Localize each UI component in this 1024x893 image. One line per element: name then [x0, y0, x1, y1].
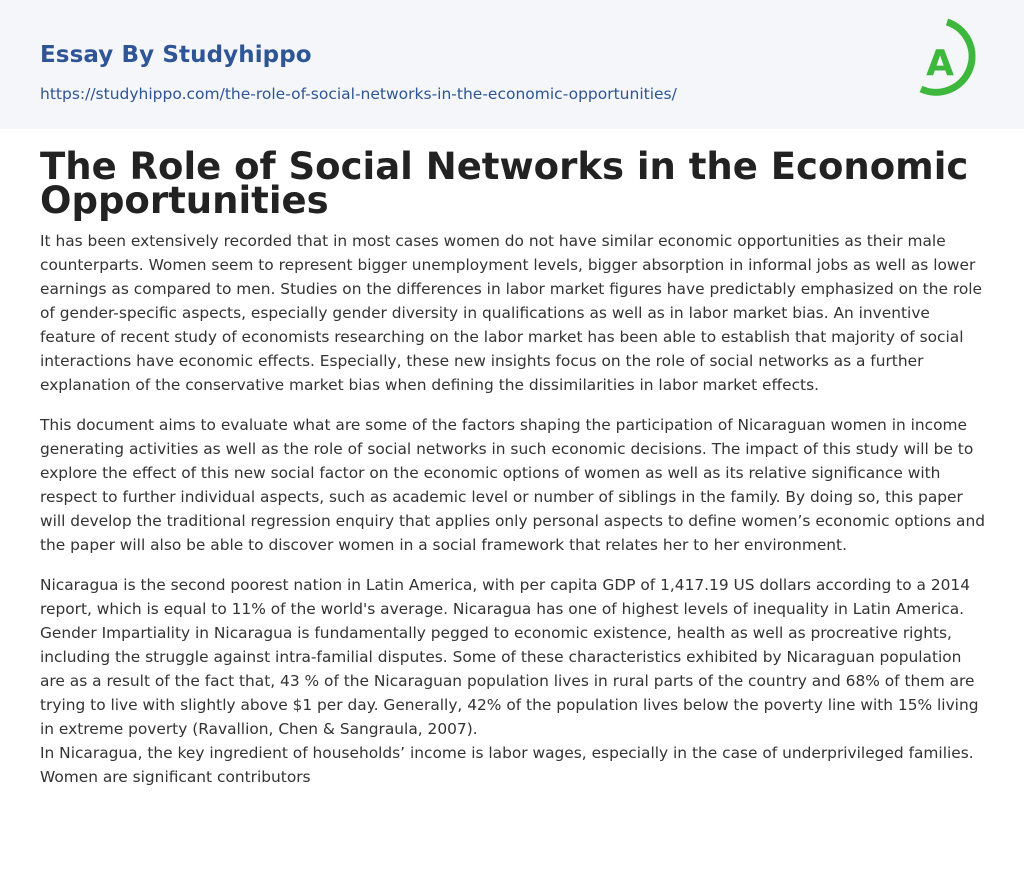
brand-title[interactable]: Essay By Studyhippo — [40, 42, 312, 68]
source-url-link[interactable]: https://studyhippo.com/the-role-of-social-networks-in-the-economic-opportunities/ — [40, 85, 677, 103]
essay-paragraph: Nicaragua is the second poorest nation in Latin America, with per capita GDP of 1,417.19 US dollars according to a 2014 report, which is equal to 11% of the world's average. Nicaragua has one of highest levels of inequality in Latin America. Gender Impartiality in Nicaragua is fundamentally pegged to economic existence, health as well as procreative rights, including the struggle against intra-familial disputes. Some of these characteristics exhibited by Nicaraguan population are as a result of the fact that, 43 % of the Nicaraguan population lives in rural parts of the country and 68% of them are trying to live with slightly above $1 per day. Generally, 42% of the population lives below the poverty line with 15% living in extreme poverty (Ravallion, Chen & Sangraula, 2007). — [40, 576, 979, 738]
essay-title: The Role of Social Networks in the Economic Opportunities — [40, 145, 969, 222]
essay-body — [40, 229, 990, 805]
logo-letter: A — [926, 43, 954, 84]
essay-paragraph: It has been extensively recorded that in most cases women do not have similar economic opportunities as their male counterparts. Women seem to represent bigger unemployment levels, bigger absorption in informal jobs as well as lower earnings as compared to men. Studies on the differences in labor market figures have predictably emphasized on the role of gender-specific aspects, especially gender diversity in qualifications as well as in labor market bias. An inventive feature of recent study of economists researching on the labor market has been able to establish that majority of social interactions have economic effects. Especially, these new insights focus on the role of social networks as a further explanation of the conservative market bias when defining the dissimilarities in labor market effects. — [40, 232, 982, 394]
essay-paragraph: In Nicaragua, the key ingredient of households’ income is labor wages, especially in the case of underprivileged families. Women are significant contributors — [40, 744, 974, 786]
essay-paragraph: This document aims to evaluate what are some of the factors shaping the participation of Nicaraguan women in income generating activities as well as the role of social networks in such economic decisions. The impact of this study will be to explore the effect of this new social factor on the economic options of women as well as its relative significance with respect to further individual aspects, such as academic level or number of siblings in the family. By doing so, this paper will develop the traditional regression enquiry that applies only personal aspects to define women’s economic options and the paper will also be able to discover women in a social framework that relates her to her environment. — [40, 416, 985, 554]
